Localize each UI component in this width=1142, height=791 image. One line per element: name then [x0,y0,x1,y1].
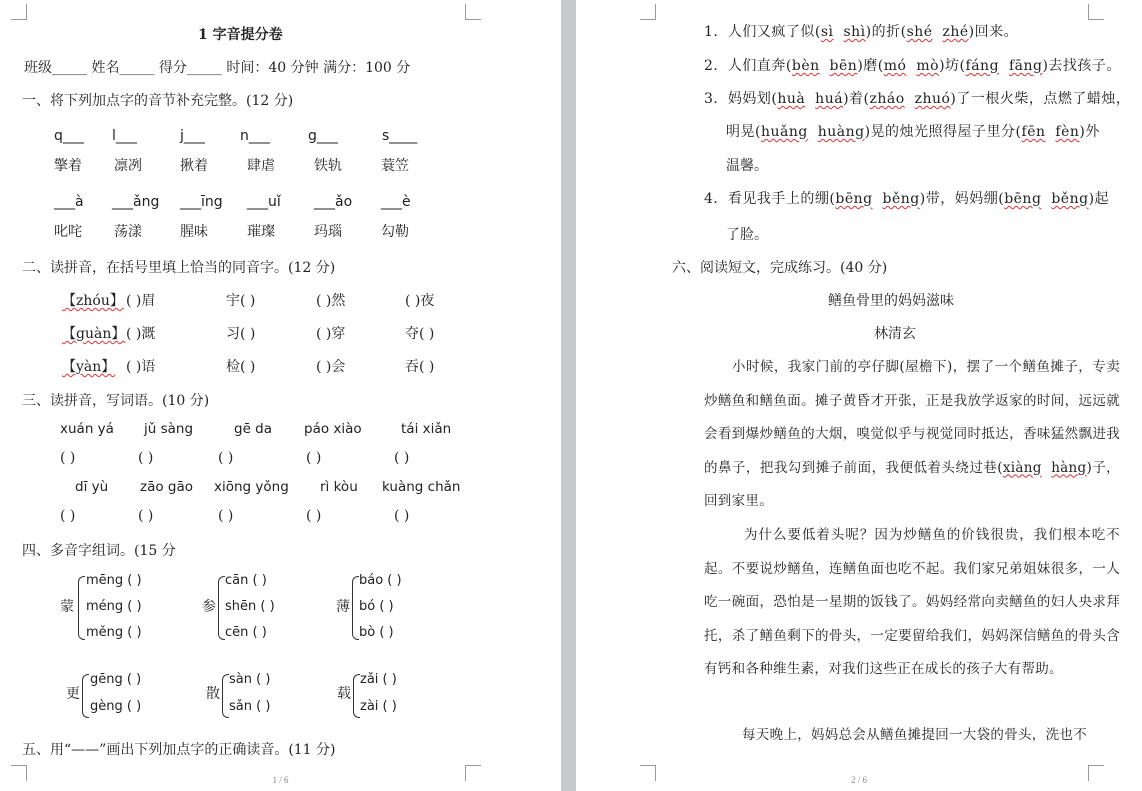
crop-mark [11,4,27,20]
section-3-heading: 三、读拼音，写词语。(10 分) [22,393,210,409]
document-page-1 [0,0,561,791]
s2-item: ( )穿 [316,326,346,342]
s2-item: 检( ) [226,359,256,375]
section-6-heading: 六、阅读短文，完成练习。(40 分) [672,260,888,276]
s3-pinyin: dī yù [75,479,109,495]
s4-brace [218,576,225,640]
s5-question-2: 2．人们直奔(bèn bēn)磨(mó mò)坊(fáng fāng)去找孩子。 [704,58,1121,74]
s3-answer-box[interactable]: ( ) [138,450,154,466]
article-title: 鳝鱼骨里的妈妈滋味 [828,293,954,309]
article-paragraph-1: 小时候，我家门前的亭仔脚(屋檐下)，摆了一个鳝鱼摊子，专卖炒鳝鱼和鳝鱼面。摊子黄昏才开张，正是我放学返家的时间，远远就会看到爆炒鳝鱼的大烟，嗅觉似乎与视觉同时抵达，香味猛然飘进我的鼻子，把我勾到摊子前面，我便低着头绕过巷(xiàng hàng)子，回到家里。 [704,359,1120,509]
page-number: 1 / 6 [272,775,289,785]
section-4-heading: 四、多音字组词。(15 分 [22,543,176,559]
s4-item: sǎn ( ) [229,699,271,714]
info-line: 班级_____ 姓名_____ 得分_____ 时间：40 分钟 满分：100 分 [24,60,411,76]
s3-pinyin: páo xiào [304,421,362,437]
s3-pinyin: gē da [234,421,273,437]
s2-item: 吞( ) [405,359,435,375]
s4-item: cān ( ) [225,573,267,588]
s1-word: 凛冽 [114,158,142,174]
s1-word: 璀璨 [247,224,275,240]
crop-mark [465,4,481,20]
reading-option[interactable]: huá [815,91,844,107]
s3-pinyin: jǔ sàng [144,421,194,437]
s4-item: sàn ( ) [229,672,271,687]
reading-option[interactable]: fèn [1055,124,1080,140]
s1-word: 叱咤 [54,224,82,240]
s4-brace [222,674,229,718]
s4-item: báo ( ) [359,573,402,588]
section-5-heading: 五、用“——”画出下列加点字的正确读音。(11 分) [22,742,336,758]
s4-item: zài ( ) [360,699,397,714]
s4-item: gèng ( ) [90,699,142,714]
s1-word: 玛瑙 [314,224,342,240]
s2-item: ( )语 [126,359,156,375]
s4-brace [352,576,359,640]
s1-word: 荡漾 [114,224,142,240]
s5-question-3-line-2: 明晃(huǎng huàng)晃的烛光照得屋子里分(fēn fèn)外 [726,124,1100,140]
reading-option[interactable]: fáng [965,58,1000,74]
reading-option[interactable]: shì [843,24,866,40]
reading-option[interactable]: zháo [869,91,905,107]
s1-word: 腥味 [180,224,208,240]
reading-option[interactable]: zhuó [914,91,951,107]
s1-blank: j___ [180,128,205,144]
s4-item: cēn ( ) [225,625,267,640]
s1-blank: ___ǎng [112,194,160,210]
s3-answer-box[interactable]: ( ) [394,508,410,524]
section-1-heading: 一、将下列加点字的音节补充完整。(12 分) [22,93,294,109]
s4-item: mēng ( ) [86,573,142,588]
s4-char: 散 [206,686,220,702]
s3-answer-box[interactable]: ( ) [60,450,76,466]
s4-char: 蒙 [60,599,74,615]
s4-item: měng ( ) [86,625,142,640]
reading-option[interactable]: bēng [1004,191,1042,207]
s2-pinyin: 【yàn】 [62,359,116,375]
s3-pinyin: zāo gāo [140,479,194,495]
reading-option[interactable]: mò [916,58,940,74]
s2-item: ( )溉 [126,326,156,342]
reading-option[interactable]: zhé [942,24,969,40]
s3-pinyin: kuàng chǎn [382,479,461,495]
s3-pinyin: xuán yá [60,421,114,437]
s2-pinyin: 【zhóu】 [62,293,124,309]
reading-option[interactable]: fāng [1008,58,1043,74]
s4-char: 更 [66,686,80,702]
reading-option[interactable]: mó [883,58,907,74]
reading-option[interactable]: sì [820,24,834,40]
s4-item: gēng ( ) [90,672,142,687]
s2-item: ( )眉 [126,293,156,309]
s4-item: bò ( ) [359,625,394,640]
reading-option[interactable]: hàng [1051,459,1087,476]
reading-option[interactable]: fēn [1021,124,1046,140]
reading-option[interactable]: běng [882,191,920,207]
s4-char: 参 [202,599,216,615]
page-number: 2 / 6 [850,775,867,785]
s2-item: ( )会 [316,359,346,375]
s4-item: méng ( ) [86,599,142,614]
reading-option[interactable]: bēng [835,191,873,207]
page-title: 1 字音提分卷 [198,27,283,43]
s3-pinyin: rì kòu [320,479,358,495]
article-paragraph-3: 每天晚上，妈妈总会从鳝鱼摊提回一大袋的骨头，洗也不 [742,727,1087,743]
section-2-heading: 二、读拼音，在括号里填上恰当的同音字。(12 分) [22,260,336,276]
s1-word: 揪着 [180,158,208,174]
s4-char: 薄 [336,599,350,615]
s1-word: 擎着 [54,158,82,174]
s2-item: 宇( ) [226,293,256,309]
s5-question-3-line-3: 温馨。 [726,158,768,174]
s1-word: 蓑笠 [381,158,409,174]
s4-char: 载 [337,686,351,702]
s3-answer-box[interactable]: ( ) [60,508,76,524]
s4-brace [353,674,360,718]
reading-option[interactable]: bèn [791,58,820,74]
s3-pinyin: tái xiǎn [401,421,452,437]
article-author: 林清玄 [874,326,916,342]
s3-answer-box[interactable]: ( ) [306,508,322,524]
s4-item: bó ( ) [359,599,394,614]
s1-blank: ___īng [180,194,223,210]
s2-item: 习( ) [226,326,256,342]
s3-answer-box[interactable]: ( ) [218,450,234,466]
s1-word: 铁轨 [314,158,342,174]
s5-question-4-line-2: 了脸。 [726,227,768,243]
reading-option[interactable]: huàng [817,124,865,140]
document-page-2 [576,0,1142,791]
s1-blank: ___uǐ [247,194,281,210]
s4-item: zǎi ( ) [360,672,397,687]
reading-option[interactable]: huà [777,91,806,107]
s1-blank: g___ [308,128,338,144]
s2-pinyin: 【guàn】 [62,326,126,342]
s1-blank: q___ [54,128,84,144]
s1-blank: s____ [382,128,418,144]
reading-option[interactable]: huǎng [760,124,808,140]
reading-option[interactable]: shé [906,24,933,40]
s3-answer-box[interactable]: ( ) [306,450,322,466]
reading-option[interactable]: xiàng [1002,459,1042,476]
s2-item: ( )夜 [405,293,435,309]
s1-blank: l___ [112,128,137,144]
crop-mark [1088,4,1104,20]
s1-word: 肆虐 [247,158,275,174]
s5-question-3: 3．妈妈划(huà huá)着(zháo zhuó)了一根火柴，点燃了蜡烛， [704,91,1131,107]
s3-answer-box[interactable]: ( ) [394,450,410,466]
s4-item: shēn ( ) [225,599,275,614]
reading-option[interactable]: bēn [829,58,858,74]
s1-blank: ___à [54,194,84,210]
crop-mark [640,4,656,20]
reading-option[interactable]: běng [1051,191,1089,207]
s5-question-1: 1．人们又疯了似(sì shì)的折(shé zhé)回来。 [704,24,1019,40]
s3-answer-box[interactable]: ( ) [138,508,154,524]
s2-item: ( )然 [316,293,346,309]
s3-answer-box[interactable]: ( ) [218,508,234,524]
article-paragraph-2: 为什么要低着头呢？因为炒鳝鱼的价钱很贵，我们根本吃不起。不要说炒鳝鱼，连鳝鱼面也吃不起。我们家兄弟姐妹很多，一人吃一碗面，恐怕是一星期的饭钱了。妈妈经常向卖鳝鱼的妇人央求拜托，杀了鳝鱼剩下的骨头，一定要留给我们，妈妈深信鳝鱼的骨头含有钙和各种维生素，对我们这些正在成长的孩子大有帮助。 [704,527,1120,677]
s4-brace [82,674,89,718]
s1-blank: ___ǎo [314,194,353,210]
s4-brace [78,576,85,640]
s1-word: 勾勒 [381,224,409,240]
s3-pinyin: xiōng yǒng [214,479,289,495]
s5-question-4: 4．看见我手上的绷(bēng běng)带，妈妈绷(bēng běng)起 [704,191,1110,207]
s1-blank: ___è [381,194,411,210]
s1-blank: n___ [240,128,270,144]
s2-item: 夺( ) [405,326,435,342]
page-gap [561,0,576,791]
